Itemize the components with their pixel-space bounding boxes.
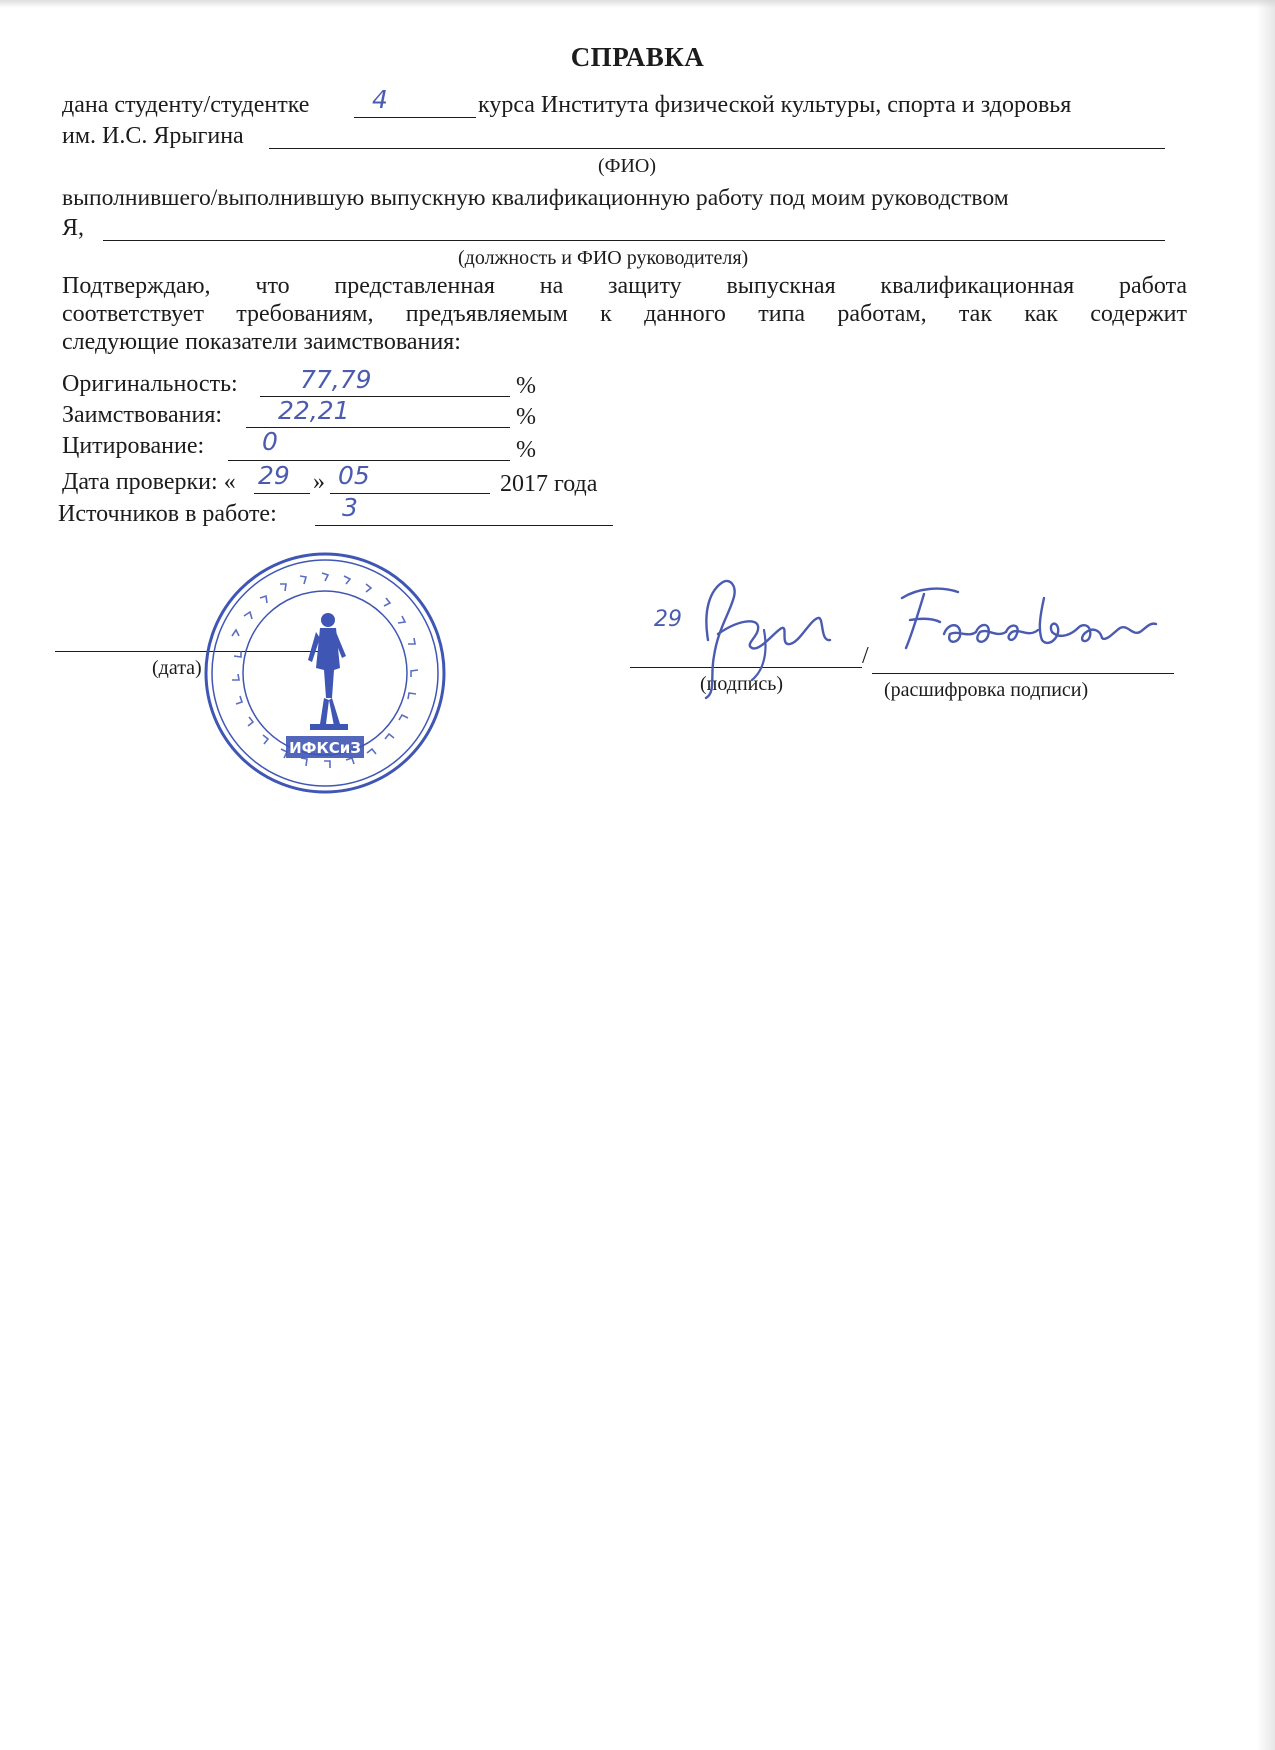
borrowing-label: Заимствования: [62, 402, 223, 428]
signature-decode-handwriting [888, 578, 1168, 668]
confirmation-paragraph [62, 272, 1187, 356]
confirm-line1: Подтверждаю, что представленная на защиту выпускная квалификационная работа [62, 273, 1187, 299]
handwritten-signature [648, 560, 848, 700]
signature-separator: / [862, 643, 869, 669]
borrowing-percent: % [516, 404, 536, 430]
borrowing-rule [246, 427, 510, 428]
originality-label: Оригинальность: [62, 371, 238, 397]
supervisor-rule [103, 240, 1165, 241]
signature-decode-caption: (расшифровка подписи) [884, 679, 1089, 701]
line2-prefix: им. И.С. Ярыгина [62, 123, 244, 149]
sources-value: 3 [342, 493, 358, 522]
line3: выполнившего/выполнившую выпускную квалификационную работу под моим руководством [62, 185, 1009, 211]
check-date-label: Дата проверки: « [62, 469, 236, 495]
citation-percent: % [516, 437, 536, 463]
scan-top-shadow [0, 0, 1275, 8]
confirm-line2: соответствует требованиям, предъявляемым к данного типа работам, так как содержит [62, 301, 1187, 327]
citation-label: Цитирование: [62, 433, 205, 459]
supervisor-caption: (должность и ФИО руководителя) [458, 247, 749, 269]
document-title: СПРАВКА [570, 42, 705, 72]
confirm-line3: следующие показатели заимствования: [62, 329, 461, 355]
check-month-value: 05 [338, 461, 370, 490]
signature-caption: (подпись) [700, 673, 784, 695]
originality-percent: % [516, 373, 536, 399]
citation-value: 0 [262, 427, 278, 456]
check-date-mid: » [313, 469, 325, 495]
borrowing-value: 22,21 [278, 396, 350, 425]
line4-prefix: Я, [62, 215, 85, 241]
check-day-value: 29 [258, 461, 290, 490]
fio-caption: (ФИО) [598, 155, 657, 177]
institution-stamp [200, 548, 450, 798]
course-rule [354, 117, 476, 118]
line1-prefix: дана студенту/студентке [62, 92, 310, 118]
check-year: 2017 года [500, 471, 598, 497]
line1-suffix: курса Института физической культуры, спорта и здоровья [478, 92, 1072, 118]
scan-edge-shadow [1257, 0, 1275, 1750]
signature-decode-rule [872, 673, 1174, 674]
date-caption: (дата) [152, 657, 202, 679]
check-day-rule [254, 493, 310, 494]
course-value: 4 [372, 85, 388, 114]
stamp-center-text: ИФКСиЗ [289, 739, 361, 757]
fio-rule [269, 148, 1165, 149]
statue-emblem [308, 613, 348, 730]
originality-value: 77,79 [300, 365, 372, 394]
signature-date-mark: 29 [654, 607, 682, 632]
sources-rule [315, 525, 613, 526]
sources-label: Источников в работе: [58, 501, 277, 527]
